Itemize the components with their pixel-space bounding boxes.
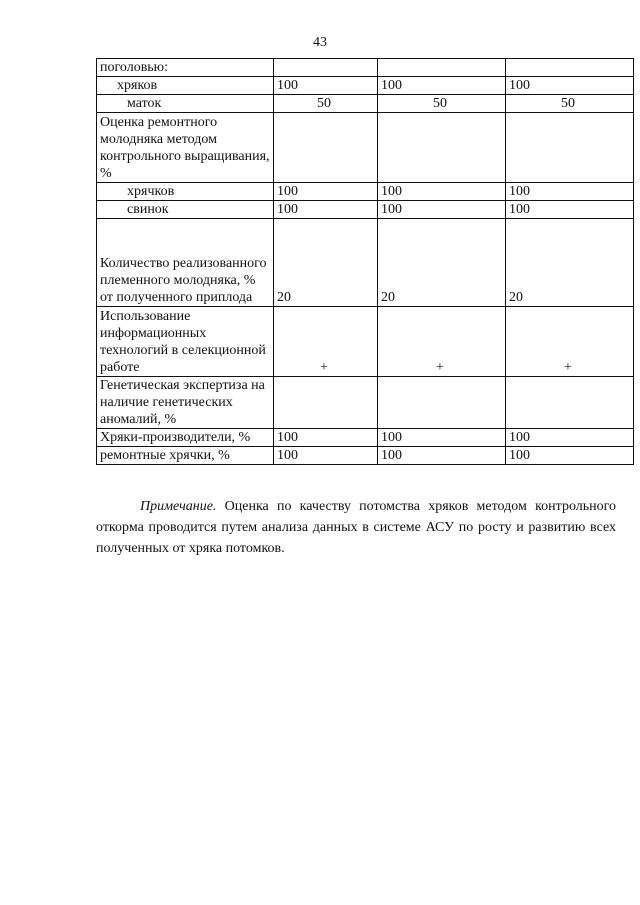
row-value-2: [378, 59, 506, 77]
row-label: хряков: [97, 77, 274, 95]
row-value-1: 100: [274, 77, 378, 95]
row-label: свинок: [97, 201, 274, 219]
row-label: Оценка ремонтного молодняка методом контрольного выращивания, %: [97, 113, 274, 183]
row-label: Количество реализованного племенного молодняка, % от полученного приплода: [97, 219, 274, 307]
row-value-1: 20: [274, 219, 378, 307]
row-label: Генетическая экспертиза на наличие генетических аномалий, %: [97, 377, 274, 429]
row-value-3: +: [506, 307, 634, 377]
row-value-1: 100: [274, 201, 378, 219]
row-value-1: 100: [274, 429, 378, 447]
row-value-2: [378, 377, 506, 429]
row-value-3: [506, 113, 634, 183]
row-label: Использование информационных технологий в селекционной работе: [97, 307, 274, 377]
row-value-3: 50: [506, 95, 634, 113]
table-row: [97, 429, 634, 447]
row-value-2: [378, 113, 506, 183]
table-row: [97, 447, 634, 465]
row-value-2: 100: [378, 201, 506, 219]
row-value-1: 100: [274, 447, 378, 465]
row-value-1: 50: [274, 95, 378, 113]
row-value-3: [506, 377, 634, 429]
table-row: [97, 307, 634, 377]
criteria-table-body: [97, 59, 634, 465]
row-label: хрячков: [97, 183, 274, 201]
row-value-1: [274, 113, 378, 183]
row-value-3: 100: [506, 77, 634, 95]
table-row: [97, 95, 634, 113]
page-number: 43: [313, 35, 327, 50]
table-row: [97, 59, 634, 77]
row-value-3: 100: [506, 201, 634, 219]
note-label: Примечание.: [140, 499, 217, 514]
row-value-3: 100: [506, 447, 634, 465]
row-value-2: 100: [378, 77, 506, 95]
table-row: [97, 113, 634, 183]
row-value-2: 100: [378, 183, 506, 201]
row-value-2: 100: [378, 429, 506, 447]
row-label: ремонтные хрячки, %: [97, 447, 274, 465]
row-value-2: 50: [378, 95, 506, 113]
row-value-3: 20: [506, 219, 634, 307]
row-value-1: +: [274, 307, 378, 377]
table-row: [97, 201, 634, 219]
row-value-3: [506, 59, 634, 77]
row-label: маток: [97, 95, 274, 113]
note-text: Оценка по качеству потомства хряков методом контрольного откорма проводится путем анализа данных в системе АСУ по росту и развитию всех полученных от хряка потомков.: [96, 499, 617, 556]
row-label: Хряки-производители, %: [97, 429, 274, 447]
table-row: [97, 183, 634, 201]
row-value-2: +: [378, 307, 506, 377]
row-value-1: [274, 59, 378, 77]
row-value-1: 100: [274, 183, 378, 201]
table-row: [97, 219, 634, 307]
table-row: [97, 77, 634, 95]
criteria-table: [96, 58, 634, 465]
table-row: [97, 377, 634, 429]
row-value-2: 20: [378, 219, 506, 307]
note-paragraph: [96, 496, 616, 559]
row-value-3: 100: [506, 183, 634, 201]
row-label: поголовью:: [97, 59, 274, 77]
row-value-1: [274, 377, 378, 429]
row-value-3: 100: [506, 429, 634, 447]
row-value-2: 100: [378, 447, 506, 465]
